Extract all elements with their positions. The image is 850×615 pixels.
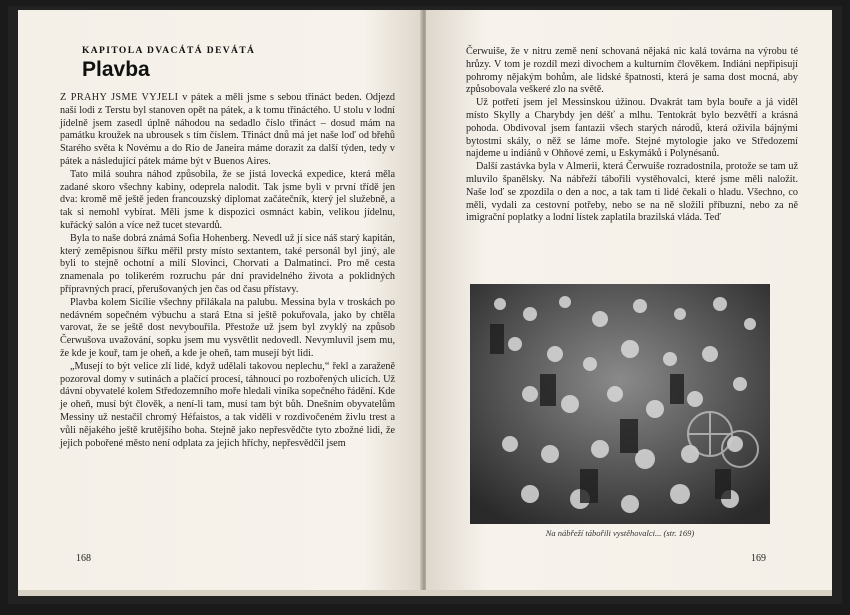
paragraph [60, 92, 395, 169]
photo-caption: Na nábřeží tábořili vystěhovalci... (str. 169) [545, 528, 695, 538]
left-page-text [60, 92, 395, 450]
chapter-title: Plavba [82, 58, 150, 81]
lead-caps: Z PRAHY JSME VYJELI [60, 92, 179, 103]
page-number-right: 169 [751, 553, 766, 564]
open-book [8, 6, 842, 604]
page-edges [18, 590, 832, 596]
crowd-photo [470, 284, 770, 524]
right-page-text [466, 46, 798, 225]
paragraph: Byla to naše dobrá známá Sofia Hohenberg. Nevedl už jí sice náš starý kapitán, který zeměpisnou šířku měřil prsty místo sextantem, také personál byl jiný, ale byli to stejně ochotní a milí Slovinci, Chorvati a Dalmatinci. Pro mě cesta znamenala po tolikerém rozruchu pár dní pravidelného života a poklidných přípravných prací, přerušovaných jen čas od času přístavy. [60, 232, 395, 295]
paragraph: „Musejí to být velice zlí lidé, když udělali takovou neplechu,“ řekl a zaraženě pozoroval domy v sutinách a plačící procesí, táhnoucí po rozbořených ulicích. Už dávní obyvatelé kolem Středozemního moře hledali viníka sopečného řádění. Kde je oheň, musí být člověk, a není-li tam, musí tam být bůh. Dnešním obyvatelům Messiny už nestačil chromý Héfaistos, a tak viděli v rozdivočeném živlu trest a vůli nějakého ještě krutějšího boha. Stejně jako nepřesvědčte tyto zbožné lidi, že jejich pobořené město není odplata za jejich hříchy, nepřesvědčil jsem [60, 360, 395, 449]
paragraph: Plavba kolem Sicílie všechny přilákala na palubu. Messina byla v troskách po nedávném sopečném výbuchu a stará Etna si ještě pokuřovala, jako by chtěla varovat, že se ještě dost nevybouřila. Přestože už jsem byl zvyklý na způsob Čerwušova uvažování, sopku jsem mu vysvětlit nedovedl. Nevymluvil jsem mu, že kde je kouř, tam je oheň, a kde je oheň, tam musejí být lidi. [60, 296, 395, 359]
left-page [18, 10, 423, 590]
crowd-photo-image [470, 284, 770, 524]
chapter-label: KAPITOLA DVACÁTÁ DEVÁTÁ [82, 46, 256, 56]
paragraph: Už potřetí jsem jel Messinskou úžinou. Dvakrát tam byla bouře a já viděl místo Skylly a Charybdy jen déšť a mlhu. Tentokrát bylo bezvětří a krásná pohoda. Obdivoval jsem fantazii všech starých národů, která oživila bájnými bytostmi skály, o něž se láme moře. Stejné mytologie jako ve Středozemí najdeme u indiánů v Ohňové zemi, u Eskymáků i Polynésanů. [466, 97, 798, 160]
paragraph: Další zastávka byla v Almerii, která Čerwuiše rozradostnila, protože se tam už mluvilo španělsky. Na nábřeží tábořili vystěhovalci, které jsme měli naložit. Naše loď se zpozdila o den a noc, a tak tam ti lidé čekali o hladu. Všechno, co měli, vydali za cestovní potřeby, nebo se na ně složili příbuzní, nebo za ně imigrační poplatky a lodní lístek zaplatila brazilská vláda. Teď [466, 161, 798, 224]
paragraph: Čerwuiše, že v nitru země není schovaná nějaká nic kalá továrna na výrobu té hrůzy. V tom je rozdíl mezi divochem a kulturním člověkem. Indiáni nepřipisují pohromy nějakým bohům, ale lidské špatnosti, která je sama dost mocná, aby způsobovala veškeré zlo na světě. [466, 46, 798, 96]
page-number-left: 168 [76, 553, 91, 564]
right-page [426, 10, 832, 590]
paragraph-text: v pátek a měli jsme s sebou třináct beden. Odjezd naší lodi z Terstu byl stanoven opět na pátek, a k tomu třináctého. U stolu v lodní jídelně jsem zasedl úplně náhodou na sedadlo číslo třináct – dosud mám na památku kroužek na ubrousek s tím číslem. Třináct dnů má jet naše loď od břehů Starého světa k Novému a do Rio de Janeira máme dorazit za další týden, tedy v pátek a následující pátek máme být v Buenos Aires. [60, 92, 395, 167]
paragraph: Tato milá souhra náhod způsobila, že se jistá lovecká expedice, která měla zadané skoro všechny kabiny, odeprela nalodit. Tak jsme byli v první třídě jen dva: kromě mě ještě jeden francouzský diplomat začátečník, který jel služebně, a tak si nemohl vybírat. Měli jsme k dispozici osmnáct kabin, velikou jídelnu, kuřácký salón a více než tucet stevardů. [60, 168, 395, 231]
